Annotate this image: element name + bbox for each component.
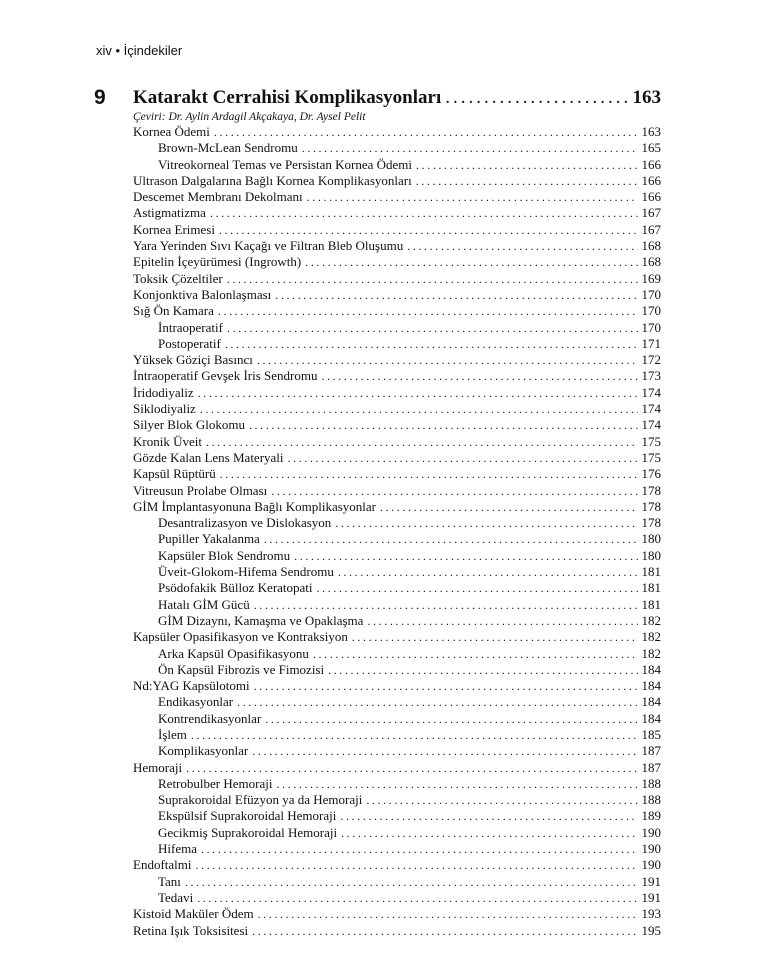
leader-dots	[367, 613, 637, 629]
leader-dots	[257, 352, 638, 368]
toc-entry-page-number: 178	[641, 515, 661, 531]
leader-dots	[328, 662, 637, 678]
leader-dots	[210, 205, 638, 221]
leader-dots	[254, 597, 638, 613]
leader-dots	[317, 580, 638, 596]
toc-entry-title: Gecikmiş Suprakoroidal Hemoraji	[158, 824, 338, 840]
leader-dots	[249, 417, 638, 433]
toc-entry-title: Pupiller Yakalanma	[158, 531, 260, 547]
toc-entry[interactable]	[133, 189, 661, 205]
leader-dots	[214, 124, 638, 140]
toc-entry-page-number: 180	[641, 547, 661, 563]
toc-entry-page-number: 184	[641, 661, 661, 677]
toc-entry[interactable]	[133, 857, 661, 873]
toc-entry-title: Desantralizasyon ve Dislokasyon	[158, 515, 332, 531]
leader-dots	[252, 923, 637, 939]
toc-entry-title: GİM Dizaynı, Kamaşma ve Opaklaşma	[158, 612, 364, 628]
toc-entry-page-number: 170	[641, 286, 661, 302]
toc-entry-title: Suprakoroidal Efüzyon ya da Hemoraji	[158, 792, 363, 808]
toc-entry-title: Kontrendikasyonlar	[158, 710, 262, 726]
toc-entry-page-number: 172	[641, 352, 661, 368]
toc-entry-title: Kronik Üveit	[133, 433, 202, 449]
running-header: xiv • İçindekiler	[96, 43, 183, 58]
toc-entry-title: Gözde Kalan Lens Materyali	[133, 449, 284, 465]
toc-subentry[interactable]	[133, 531, 661, 547]
leader-dots	[197, 890, 637, 906]
toc-entry-page-number: 174	[641, 417, 661, 433]
toc-entry[interactable]	[133, 238, 661, 254]
toc-entry-page-number: 187	[641, 759, 661, 775]
toc-entry-page-number: 167	[641, 221, 661, 237]
toc-entry-title: Ön Kapsül Fibrozis ve Fimozisi	[158, 661, 325, 677]
toc-entry[interactable]	[133, 483, 661, 499]
toc-entry-page-number: 170	[641, 319, 661, 335]
chapter-number: 9	[94, 86, 106, 109]
leader-dots	[258, 906, 638, 922]
toc-entry-page-number: 187	[641, 743, 661, 759]
toc-entry[interactable]	[133, 401, 661, 417]
toc-entry-title: Toksik Çözeltiler	[133, 270, 223, 286]
toc-subentry[interactable]	[133, 646, 661, 662]
toc-subentry[interactable]	[133, 140, 661, 156]
toc-entry-page-number: 163	[641, 124, 661, 139]
toc-entry-title: Kistoid Maküler Ödem	[133, 906, 254, 922]
toc-entry-page-number: 195	[641, 922, 661, 938]
leader-dots	[227, 271, 638, 287]
leader-dots	[252, 743, 637, 759]
toc-entry[interactable]	[133, 466, 661, 482]
leader-dots	[201, 841, 638, 857]
leader-dots	[196, 857, 638, 873]
toc-subentry[interactable]	[133, 825, 661, 841]
toc-entry[interactable]	[133, 629, 661, 645]
toc-entry-title: Üveit-Glokom-Hifema Sendromu	[158, 564, 334, 580]
toc-entry-title: Hatalı GİM Gücü	[158, 596, 250, 612]
toc-entry-title: Vitreokorneal Temas ve Persistan Kornea Ödemi	[158, 156, 413, 172]
toc-entry-page-number: 191	[641, 873, 661, 889]
toc-subentry[interactable]	[133, 841, 661, 857]
toc-entry-page-number: 190	[641, 841, 661, 857]
toc-entry-title: Ultrason Dalgalarına Bağlı Kornea Komplikasyonları	[133, 172, 412, 188]
toc-entry[interactable]	[133, 124, 661, 140]
toc-entry-title: Tedavi	[158, 889, 194, 905]
toc-entry[interactable]	[133, 205, 661, 221]
toc-entry-title: Nd:YAG Kapsülotomi	[133, 678, 250, 694]
toc-entry[interactable]	[133, 499, 661, 515]
toc-entry-page-number: 181	[641, 580, 661, 596]
toc-entry-page-number: 167	[641, 205, 661, 221]
toc-entry-page-number: 165	[641, 140, 661, 156]
toc-entry-title: Konjonktiva Balonlaşması	[133, 286, 272, 302]
leader-dots	[191, 727, 638, 743]
toc-entry-page-number: 188	[641, 775, 661, 791]
toc-entry-page-number: 182	[641, 612, 661, 628]
leader-dots	[276, 776, 637, 792]
toc-entry-title: Endikasyonlar	[158, 694, 234, 710]
leader-dots	[288, 450, 638, 466]
toc-entry[interactable]	[133, 368, 661, 384]
leader-dots	[416, 173, 638, 189]
leader-dots	[307, 189, 638, 205]
toc-entry-page-number: 184	[641, 694, 661, 710]
leader-dots	[218, 303, 638, 319]
leader-dots	[206, 434, 638, 450]
toc-entry-title: Arka Kapsül Opasifikasyonu	[158, 645, 309, 661]
toc-entry[interactable]	[133, 352, 661, 368]
toc-entry-title: Kapsüler Opasifikasyon ve Kontraksiyon	[133, 629, 348, 645]
toc-subentry[interactable]	[133, 874, 661, 890]
leader-dots	[264, 531, 638, 547]
toc-subentry[interactable]	[133, 694, 661, 710]
toc-entry-page-number: 174	[641, 401, 661, 417]
toc-entry[interactable]	[133, 271, 661, 287]
toc-entry[interactable]	[133, 434, 661, 450]
toc-entry-page-number: 182	[641, 645, 661, 661]
toc-entry[interactable]	[133, 417, 661, 433]
leader-dots	[198, 385, 638, 401]
toc-entry-title: Kornea Erimesi	[133, 221, 215, 237]
toc-entry-page-number: 176	[641, 466, 661, 482]
leader-dots	[321, 368, 637, 384]
chapter-page-number: 163	[632, 87, 661, 108]
toc-entry-page-number: 193	[641, 906, 661, 922]
toc-subentry[interactable]	[133, 727, 661, 743]
leader-dots	[380, 499, 638, 515]
toc-subentry[interactable]	[133, 580, 661, 596]
toc-entry-page-number: 185	[641, 726, 661, 742]
leader-dots	[352, 629, 638, 645]
leader-dots	[445, 87, 628, 109]
chapter-title: Katarakt Cerrahisi Komplikasyonları	[133, 87, 442, 108]
toc-entry-page-number: 178	[641, 498, 661, 514]
toc-subentry[interactable]	[133, 515, 661, 531]
toc-subentry[interactable]	[133, 597, 661, 613]
toc-entry-title: Postoperatif	[158, 335, 221, 351]
toc-subentry[interactable]	[133, 711, 661, 727]
leader-dots	[200, 401, 638, 417]
leader-dots	[220, 466, 638, 482]
leader-dots	[302, 140, 638, 156]
toc-entry-page-number: 173	[641, 368, 661, 384]
toc-entry-title: Kapsüler Blok Sendromu	[158, 547, 291, 563]
leader-dots	[340, 808, 637, 824]
toc-entry-title: Vitreusun Prolabe Olması	[133, 482, 268, 498]
toc-entry-title: Brown-McLean Sendromu	[158, 140, 298, 156]
leader-dots	[294, 548, 637, 564]
toc-entry[interactable]	[133, 760, 661, 776]
leader-dots	[338, 564, 638, 580]
toc-entry-title: Tanı	[158, 873, 181, 889]
toc-entry[interactable]	[133, 303, 661, 319]
toc-entry[interactable]	[133, 678, 661, 694]
leader-dots	[186, 760, 637, 776]
toc-entry-title: Retrobulber Hemoraji	[158, 775, 273, 791]
toc-entry-title: Yüksek Göziçi Basıncı	[133, 352, 253, 368]
toc-entry-page-number: 189	[641, 808, 661, 824]
toc-entry-title: GİM İmplantasyonuna Bağlı Komplikasyonlar	[133, 498, 376, 514]
toc-entry-title: Psödofakik Bülloz Keratopati	[158, 580, 313, 596]
toc-entry-page-number: 174	[641, 384, 661, 400]
toc-entry-page-number: 171	[641, 335, 661, 351]
toc-entry-title: Astigmatizma	[133, 205, 206, 221]
toc-entry-page-number: 166	[641, 172, 661, 188]
toc-entry-page-number: 181	[641, 596, 661, 612]
toc-entry[interactable]	[133, 222, 661, 238]
toc-entry-title: İntraoperatif Gevşek İris Sendromu	[133, 368, 318, 384]
toc-entry-page-number: 166	[641, 156, 661, 172]
toc-entry-title: İşlem	[158, 726, 187, 742]
toc-subentry[interactable]	[133, 808, 661, 824]
toc-entry-page-number: 182	[641, 629, 661, 645]
toc-subentry[interactable]	[133, 776, 661, 792]
toc-entry-title: İridodiyaliz	[133, 384, 194, 400]
leader-dots	[366, 792, 637, 808]
toc-entry[interactable]	[133, 385, 661, 401]
toc-subentry[interactable]	[133, 613, 661, 629]
toc-entry-page-number: 184	[641, 710, 661, 726]
toc-entry-title: Hemoraji	[133, 759, 183, 775]
toc-entry[interactable]	[133, 173, 661, 189]
toc-entry-title: Komplikasyonlar	[158, 743, 249, 759]
leader-dots	[275, 287, 637, 303]
toc-entry-page-number: 184	[641, 678, 661, 694]
chapter-heading[interactable]	[133, 87, 661, 113]
toc-entry-title: Ekspülsif Suprakoroidal Hemoraji	[158, 808, 337, 824]
toc-entry-page-number: 175	[641, 433, 661, 449]
toc-entry-page-number: 178	[641, 482, 661, 498]
toc-entry[interactable]	[133, 923, 661, 939]
leader-dots	[416, 157, 637, 173]
toc-subentry[interactable]	[133, 792, 661, 808]
toc-subentry[interactable]	[133, 336, 661, 352]
toc-entry-title: Sığ Ön Kamara	[133, 303, 214, 319]
toc-entry-title: Yara Yerinden Sıvı Kaçağı ve Filtran Bleb Oluşumu	[133, 238, 404, 254]
toc-entry-title: Endoftalmi	[133, 857, 192, 873]
toc-entry-page-number: 168	[641, 254, 661, 270]
toc-entry[interactable]	[133, 254, 661, 270]
toc-entry-title: Epitelin İçeyürümesi (Ingrowth)	[133, 254, 302, 270]
toc-subentry[interactable]	[133, 548, 661, 564]
toc-entry-title: Silyer Blok Glokomu	[133, 417, 245, 433]
toc-subentry[interactable]	[133, 890, 661, 906]
toc-entry-title: İntraoperatif	[158, 319, 223, 335]
toc-subentry[interactable]	[133, 320, 661, 336]
leader-dots	[305, 254, 637, 270]
leader-dots	[313, 646, 638, 662]
chapter-translator: Çeviri: Dr. Aylin Ardagil Akçakaya, Dr. Aysel Pelit	[133, 111, 366, 123]
toc-entry-title: Hifema	[158, 841, 197, 857]
leader-dots	[265, 711, 637, 727]
leader-dots	[219, 222, 638, 238]
leader-dots	[335, 515, 637, 531]
toc-subentry[interactable]	[133, 662, 661, 678]
toc-entry[interactable]	[133, 450, 661, 466]
toc-entry-title: Retina Işık Toksisitesi	[133, 922, 249, 938]
leader-dots	[254, 678, 638, 694]
leader-dots	[271, 483, 637, 499]
toc-entry[interactable]	[133, 287, 661, 303]
leader-dots	[407, 238, 637, 254]
toc-entry-page-number: 190	[641, 824, 661, 840]
toc-entry-page-number: 166	[641, 189, 661, 205]
toc-entry-page-number: 168	[641, 238, 661, 254]
toc-entry-title: Kornea Ödemi	[133, 124, 210, 139]
leader-dots	[237, 694, 637, 710]
toc-subentry[interactable]	[133, 157, 661, 173]
toc-entry-page-number: 190	[641, 857, 661, 873]
toc-entry-page-number: 181	[641, 564, 661, 580]
leader-dots	[341, 825, 637, 841]
toc-entry-page-number: 169	[641, 270, 661, 286]
leader-dots	[225, 336, 638, 352]
toc-list	[133, 124, 661, 939]
toc-subentry[interactable]	[133, 564, 661, 580]
toc-entry-page-number: 180	[641, 531, 661, 547]
toc-entry-page-number: 170	[641, 303, 661, 319]
toc-entry-title: Kapsül Rüptürü	[133, 466, 216, 482]
toc-entry[interactable]	[133, 906, 661, 922]
leader-dots	[185, 874, 638, 890]
toc-entry-page-number: 188	[641, 792, 661, 808]
toc-subentry[interactable]	[133, 743, 661, 759]
toc-entry-page-number: 175	[641, 449, 661, 465]
toc-entry-page-number: 191	[641, 889, 661, 905]
toc-entry-title: Siklodiyaliz	[133, 401, 196, 417]
leader-dots	[227, 320, 638, 336]
toc-entry-title: Descemet Membranı Dekolmanı	[133, 189, 303, 205]
